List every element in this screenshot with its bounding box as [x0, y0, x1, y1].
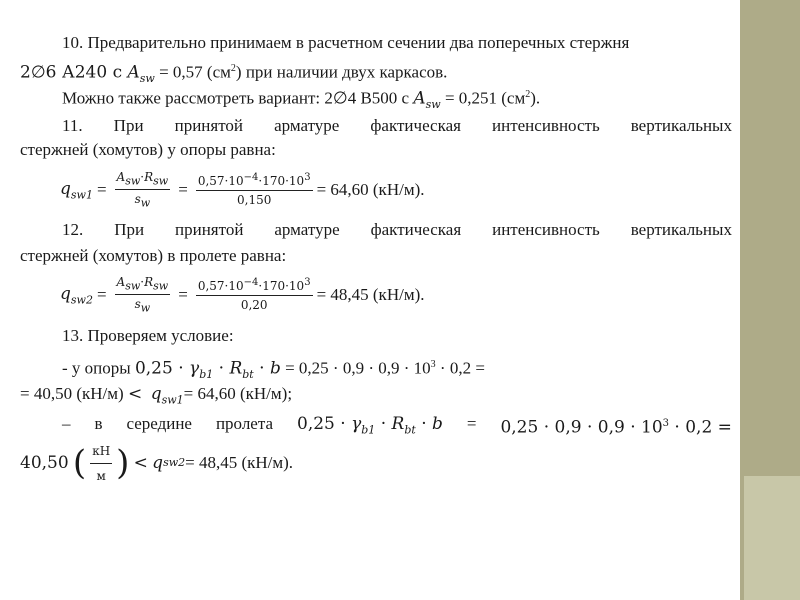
- asw-subscript-2: sw: [425, 98, 441, 112]
- p13-heading: 13. Проверяем условие:: [62, 326, 234, 345]
- unit-fraction: $\frac{кН}{м}$: [90, 441, 112, 486]
- formula-qsw2-symbolic: $\frac{A_{sw}\cdot R_{sw}}{s_w}$: [116, 275, 169, 315]
- p13-coef: 0,25: [134, 358, 173, 379]
- formula-qsw2-result: = 48,45 (кН/м).: [316, 284, 425, 304]
- p12-line2-text: стержней (хомутов) в пролете равна:: [20, 246, 287, 265]
- p11-line2-text: стержней (хомутов) у опоры равна:: [20, 140, 276, 159]
- asw-symbol: A: [127, 62, 140, 83]
- p11-line2: [20, 140, 732, 160]
- p13-value: 40,50: [20, 453, 69, 473]
- formula-qsw2-lhs: $q_{sw2}$: [60, 283, 93, 307]
- p13-line5: 40,50 ( $\frac{кН}{м}$ ) < q sw2 = 48,45 (кН/м).: [20, 446, 732, 480]
- p10-alt-tail: ).: [530, 88, 541, 108]
- p12-line2: [20, 246, 732, 266]
- p11-line1: [62, 116, 732, 136]
- formula-qsw1-symbolic: $\frac{A_{sw}\cdot R_{sw}}{s_w}$: [116, 170, 169, 210]
- p11-word: арматуре: [274, 116, 340, 135]
- formula-qsw2: $q_{sw2}$ = $\frac{A_{sw}\cdot R_{sw}}{s_w}$ = $\frac{0,57\cdot 10^{-4}\cdot 170\cdot 10^3}{0,20}$ = 48,45 (кН/м).: [60, 275, 425, 315]
- p11-word: принятой: [174, 116, 244, 135]
- p13-line1: [62, 326, 774, 346]
- p10-alt-text: Можно также рассмотреть вариант: 2∅4 В500 с: [62, 88, 414, 108]
- p11-word: вертикальных: [630, 116, 732, 135]
- p12-word: интенсивность: [492, 220, 600, 239]
- p11-word: интенсивность: [492, 116, 600, 135]
- p12-word: арматуре: [274, 220, 340, 239]
- p10-line1: [62, 33, 732, 53]
- gamma-symbol: γ: [189, 358, 200, 379]
- p12-line1: [62, 220, 732, 240]
- p13-support-label: - у опоры: [62, 358, 135, 378]
- p13-line2: - у опоры $0,25 \cdot \gamma_{b1} \cdot R_{bt} \cdot b = 0,25 \cdot 0,9 \cdot 0,9 \cdot 10^3 \cdot 0,2$ =: [62, 358, 485, 382]
- rbt-symbol: R: [229, 358, 243, 379]
- p10-alt-area: = 0,251 (см: [440, 88, 526, 108]
- p10-line3: [62, 85, 774, 115]
- p10-tail: ) при наличии двух каркасов.: [235, 62, 448, 82]
- decorative-sidebar-tab: [744, 476, 800, 600]
- p10-bar-spec: 2∅6 А240 с: [20, 62, 128, 83]
- p11-word: фактическая: [370, 116, 461, 135]
- p13-line3: = 40,50 $(кН/м) < q_{sw1}= 64,60$ (кН/м);: [20, 384, 293, 407]
- p10-exp: 2: [230, 63, 236, 74]
- asw-subscript: sw: [139, 72, 155, 86]
- p12-word: принятой: [175, 220, 244, 239]
- formula-qsw2-numeric: $\frac{0,57\cdot 10^{-4}\cdot 170\cdot 10^3}{0,20}$: [197, 277, 311, 313]
- formula-qsw1-numeric: $\frac{0,57\cdot 10^{-4}\cdot 170\cdot 10^3}{0,150}$: [197, 172, 311, 208]
- p10-area: = 0,57 (см: [154, 62, 231, 82]
- p10-line1-text: 10. Предварительно принимаем в расчетном сечении два поперечных стержня: [62, 33, 630, 52]
- p13-line4: – в середине пролета $0,25 \cdot \gamma_{b1} \cdot R_{bt} \cdot b$ = $0,25 \cdot 0,9 \cdot 0,9 \cdot 10^3 \cdot 0,2$ =: [62, 414, 732, 438]
- formula-qsw1: $q_{sw1}$ = $\frac{A_{sw}\cdot R_{sw}}{s_w}$ = $\frac{0,57\cdot 10^{-4}\cdot 170\cdot 10^3}{0,150}$ = 64,60 (кН/м).: [60, 170, 425, 210]
- p11-word: При: [113, 116, 144, 135]
- asw-symbol-2: A: [413, 88, 426, 109]
- formula-qsw1-result: = 64,60 (кН/м).: [316, 179, 425, 199]
- p12-word: вертикальных: [630, 220, 732, 239]
- p12-word: фактическая: [370, 220, 462, 239]
- b-symbol: b: [269, 358, 281, 379]
- p12-word: При: [114, 220, 145, 239]
- p11-word: 11.: [62, 116, 83, 135]
- p10-alt-exp: 2: [525, 89, 531, 100]
- p12-word: 12.: [62, 220, 84, 239]
- formula-qsw1-lhs: $q_{sw1}$: [60, 178, 93, 202]
